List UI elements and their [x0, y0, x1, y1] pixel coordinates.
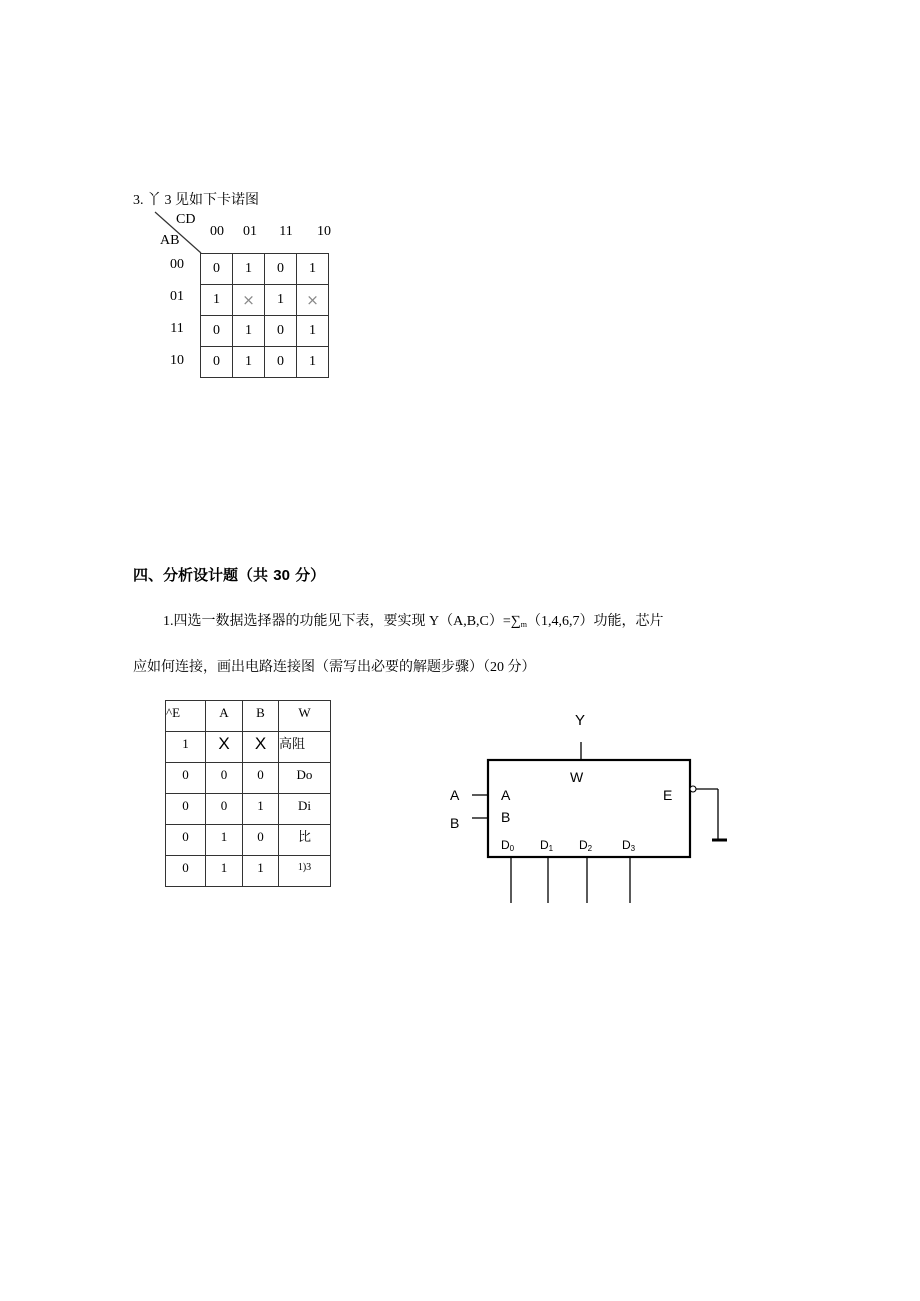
- question-1-text-line1: [163, 610, 664, 630]
- kmap-row-header: 10: [170, 353, 184, 368]
- table-header: B: [243, 701, 279, 732]
- table-cell: X: [243, 732, 279, 763]
- kmap-row-header: 11: [170, 321, 184, 336]
- kmap-cell: 0: [201, 316, 233, 347]
- mux-block-diagram: [440, 700, 740, 910]
- sum-subscript: m: [520, 620, 528, 629]
- input-label-a: A: [450, 787, 460, 803]
- table-cell: 0: [166, 856, 206, 887]
- kmap-col-header: 01: [243, 224, 257, 239]
- kmap-cell-dont-care: ×: [233, 285, 265, 316]
- kmap-cell: 0: [265, 254, 297, 285]
- table-cell: X: [206, 732, 243, 763]
- kmap-cell: 1: [297, 316, 329, 347]
- kmap-cell: 1: [233, 316, 265, 347]
- enable-inversion-bubble: [690, 786, 696, 792]
- mux-pin-d0: D0: [501, 838, 515, 853]
- table-header: A: [206, 701, 243, 732]
- mux-pin-a: A: [501, 787, 511, 803]
- table-cell: 0: [166, 763, 206, 794]
- section-4-title: [133, 564, 325, 585]
- kmap-cell: 1: [233, 347, 265, 378]
- kmap-row-header: 00: [170, 257, 184, 272]
- kmap-cell: 1: [297, 347, 329, 378]
- section-title-prefix: 四、分析设计题（共: [133, 566, 274, 584]
- kmap-row-var: AB: [160, 233, 180, 248]
- section-title-points: 30: [273, 567, 290, 584]
- table-cell: 比: [279, 825, 331, 856]
- mux-pin-b: B: [501, 809, 511, 825]
- section-title-suffix: 分）: [289, 566, 326, 584]
- table-cell: 1: [166, 732, 206, 763]
- table-cell: 高阻: [279, 732, 331, 763]
- kmap-col-header: 10: [317, 224, 331, 239]
- table-cell: 1)3: [279, 856, 331, 887]
- table-cell: 0: [206, 763, 243, 794]
- mux-pin-d3: D3: [622, 838, 636, 853]
- table-cell: 1: [206, 825, 243, 856]
- mux-pin-d1: D1: [540, 838, 554, 853]
- q1-text-part: （1,4,6,7）功能，芯片: [527, 614, 664, 629]
- table-cell: 0: [243, 825, 279, 856]
- question-1-text-line2: 应如何连接，画出电路连接图（需写出必要的解题步骤）（20 分）: [133, 660, 536, 675]
- mux-function-table: [165, 700, 331, 887]
- kmap-cell: 0: [201, 254, 233, 285]
- table-cell: 0: [166, 825, 206, 856]
- karnaugh-map-grid: [200, 253, 329, 378]
- table-cell: 0: [243, 763, 279, 794]
- mux-chip-body: [488, 760, 690, 857]
- kmap-cell: 1: [297, 254, 329, 285]
- table-cell: 0: [166, 794, 206, 825]
- kmap-cell: 0: [265, 347, 297, 378]
- output-label-y: Y: [575, 712, 586, 729]
- table-cell: 1: [243, 794, 279, 825]
- table-cell: 1: [243, 856, 279, 887]
- q1-text-part: 1.四选一数据选择器的功能见下表，要实现 Y（A,B,C）=∑: [163, 614, 521, 629]
- mux-pin-w: W: [570, 769, 584, 785]
- kmap-cell: 1: [201, 285, 233, 316]
- mux-pin-e: E: [663, 787, 673, 803]
- table-cell: Di: [279, 794, 331, 825]
- kmap-cell-dont-care: ×: [297, 285, 329, 316]
- kmap-col-header: 00: [210, 224, 224, 239]
- kmap-cell: 0: [201, 347, 233, 378]
- table-header: W: [279, 701, 331, 732]
- question-3-heading: 3. 丫 3 见如下卡诺图: [133, 193, 259, 208]
- table-header: ^E: [166, 701, 206, 732]
- mux-pin-d2: D2: [579, 838, 593, 853]
- input-label-b: B: [450, 815, 460, 831]
- kmap-col-var: CD: [176, 212, 196, 227]
- kmap-cell: 1: [265, 285, 297, 316]
- kmap-row-header: 01: [170, 289, 184, 304]
- table-cell: 0: [206, 794, 243, 825]
- kmap-col-header: 11: [279, 224, 293, 239]
- table-cell: Do: [279, 763, 331, 794]
- kmap-cell: 0: [265, 316, 297, 347]
- kmap-cell: 1: [233, 254, 265, 285]
- table-cell: 1: [206, 856, 243, 887]
